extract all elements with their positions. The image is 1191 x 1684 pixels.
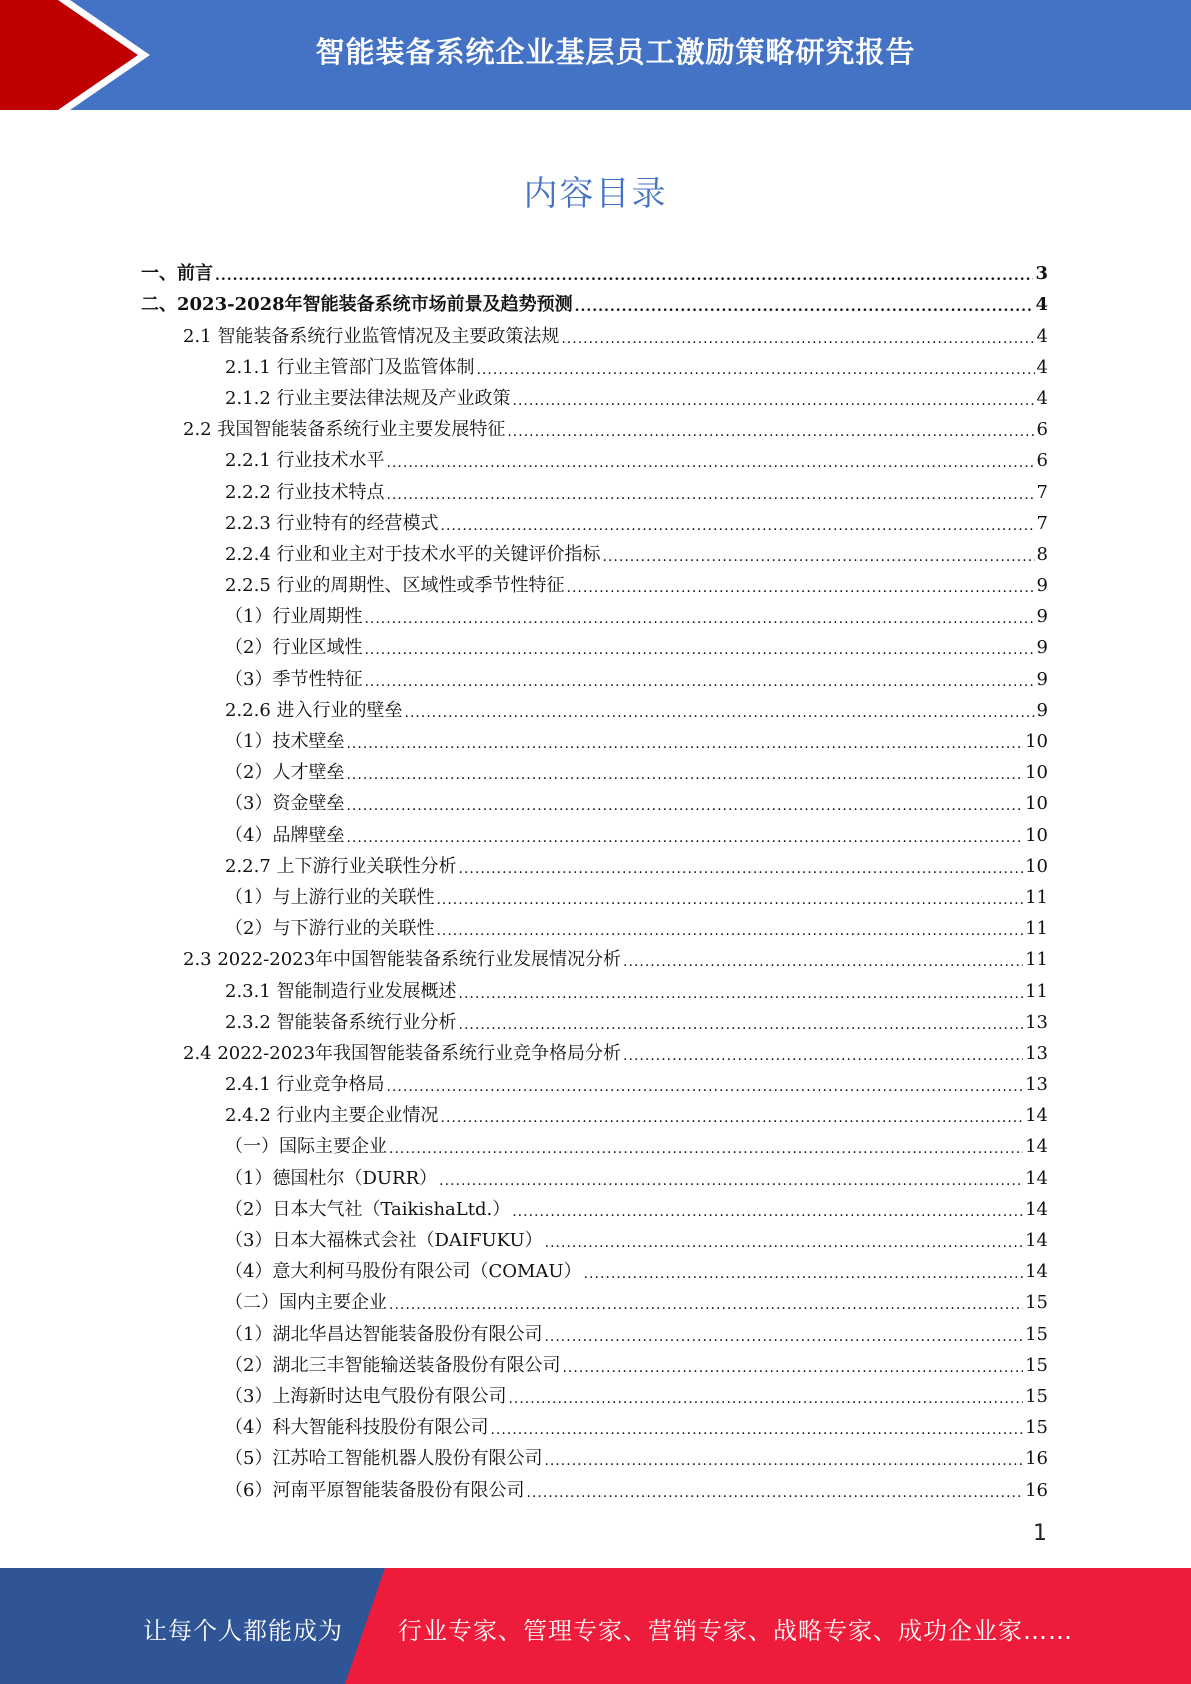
toc-entry-label: 2.2.4 行业和业主对于技术水平的关键评价指标 [225,543,601,565]
toc-entry[interactable] [141,659,1048,690]
toc-entry-page: 11 [1025,949,1048,971]
toc-leader-dots [562,1359,1023,1377]
toc-entry-label: 2.4.1 行业竞争格局 [225,1074,385,1096]
toc-entry-label: 2.3.1 智能制造行业发展概述 [225,980,457,1002]
toc-entry-label: （4）品牌壁垒 [225,824,345,846]
toc-entry[interactable] [141,847,1048,878]
toc-leader-dots [459,860,1024,878]
toc-entry-page: 8 [1036,543,1048,565]
toc-entry-page: 14 [1025,1230,1048,1251]
toc-entry-page: 13 [1025,1011,1048,1033]
toc-entry-label: 2.1.1 行业主管部门及监管体制 [225,356,475,378]
toc-entry-page: 7 [1036,512,1048,534]
toc-entry-label: 2.2.2 行业技术特点 [225,481,385,503]
toc-leader-dots [441,517,1035,535]
footer-slogan-right: 行业专家、管理专家、营销专家、战略专家、成功企业家…… [398,1617,1073,1645]
toc-entry[interactable] [141,1065,1048,1096]
toc-entry[interactable] [141,1283,1048,1314]
toc-entry[interactable] [141,1190,1048,1221]
toc-entry-page: 15 [1025,1292,1048,1314]
toc-entry-label: （1）行业周期性 [225,606,363,628]
toc-entry[interactable] [141,722,1048,753]
toc-entry-page: 9 [1036,575,1048,597]
toc-leader-dots [526,1484,1023,1502]
toc-entry-label: 2.2 我国智能装备系统行业主要发展特征 [183,419,506,441]
page-number: 1 [1033,1521,1047,1546]
toc-entry-page: 4 [1036,325,1048,347]
toc-entry[interactable] [141,535,1048,566]
toc-entry-page: 13 [1025,1042,1048,1064]
toc-heading: 内容目录 [523,174,668,214]
toc-entry-page: 4 [1035,294,1048,316]
toc-leader-dots [490,1421,1023,1439]
toc-leader-dots [623,1047,1023,1065]
toc-entry[interactable] [141,597,1048,628]
toc-entry-page: 10 [1025,855,1048,877]
toc-entry[interactable] [141,504,1048,535]
toc-leader-dots [389,1140,1023,1158]
toc-entry[interactable] [141,971,1048,1002]
toc-entry[interactable] [141,285,1048,316]
toc-entry-page: 4 [1036,387,1048,409]
toc-entry-page: 13 [1025,1074,1048,1096]
toc-entry-label: 2.4.2 行业内主要企业情况 [225,1105,439,1127]
toc-entry-page: 10 [1025,824,1048,846]
toc-entry[interactable] [141,1408,1048,1439]
toc-leader-dots [436,891,1023,909]
toc-entry-label: （4）科大智能科技股份有限公司 [225,1417,489,1439]
toc-leader-dots [364,673,1034,691]
toc-entry-label: （1）与上游行业的关联性 [225,886,435,908]
toc-leader-dots [346,735,1023,753]
toc-leader-dots [544,1328,1023,1346]
toc-entry-page: 14 [1025,1136,1048,1158]
toc-entry[interactable] [141,784,1048,815]
toc-leader-dots [623,953,1023,971]
toc-entry[interactable] [141,410,1048,441]
toc-leader-dots [567,579,1035,597]
toc-entry-label: （2）行业区域性 [225,637,363,659]
toc-entry-page: 9 [1036,606,1048,628]
toc-entry-page: 14 [1025,1261,1048,1283]
toc-entry-page: 15 [1025,1385,1048,1407]
toc-entry[interactable] [141,628,1048,659]
footer-slogan-left: 让每个人都能成为 [143,1617,343,1645]
toc-leader-dots [441,1109,1024,1127]
toc-entry-page: 15 [1025,1354,1048,1376]
toc-entry-label: （3）资金壁垒 [225,793,345,815]
toc-entry-page: 6 [1036,419,1048,441]
toc-entry[interactable] [141,753,1048,784]
toc-entry-label: （1）湖北华昌达智能装备股份有限公司 [225,1323,543,1345]
toc-entry[interactable] [141,348,1048,379]
toc-leader-dots [584,1265,1024,1283]
report-title: 智能装备系统企业基层员工激励策略研究报告 [315,35,916,69]
toc-entry-label: （6）河南平原智能装备股份有限公司 [225,1479,525,1501]
toc-entry[interactable] [141,1314,1048,1345]
toc-entry[interactable] [141,1439,1048,1470]
toc-leader-dots [477,361,1035,379]
toc-entry[interactable] [141,1158,1048,1189]
toc-entry-label: （二）国内主要企业 [225,1292,387,1314]
toc-leader-dots [545,1234,1023,1252]
toc-entry[interactable] [141,379,1048,410]
toc-entry[interactable] [141,1221,1048,1252]
toc-entry[interactable] [141,1003,1048,1034]
toc-entry-page: 11 [1025,918,1048,940]
toc-entry-label: 2.2.5 行业的周期性、区域性或季节性特征 [225,575,565,597]
toc-entry[interactable] [141,566,1048,597]
toc-entry[interactable] [141,1127,1048,1158]
toc-entry-label: 2.1.2 行业主要法律法规及产业政策 [225,387,511,409]
toc-entry-label: （3）上海新时达电气股份有限公司 [225,1385,507,1407]
toc-entry-page: 14 [1025,1167,1048,1189]
toc-entry-label: 2.4 2022-2023年我国智能装备系统行业竞争格局分析 [183,1042,622,1064]
toc-leader-dots [346,797,1023,815]
toc-entry-label: （4）意大利柯马股份有限公司（COMAU） [225,1261,582,1283]
toc-leader-dots [561,330,1034,348]
toc-entry-page: 9 [1036,699,1048,721]
toc-leader-dots [389,1296,1023,1314]
toc-leader-dots [459,1016,1024,1034]
toc-entry-label: 2.2.7 上下游行业关联性分析 [225,855,457,877]
toc-leader-dots [387,1078,1024,1096]
toc-entry[interactable] [141,1377,1048,1408]
toc-entry-page: 9 [1036,637,1048,659]
toc-entry-label: （2）与下游行业的关联性 [225,918,435,940]
toc-entry-page: 14 [1025,1198,1048,1220]
toc-entry-page: 10 [1025,762,1048,784]
toc-leader-dots [346,829,1023,847]
toc-leader-dots [512,1203,1023,1221]
toc-entry[interactable] [141,940,1048,971]
footer-banner [0,1568,1191,1684]
toc-entry-label: （3）日本大福株式会社（DAIFUKU） [225,1230,543,1251]
toc-entry-label: 2.2.6 进入行业的壁垒 [225,699,403,721]
toc-entry-label: （3）季节性特征 [225,668,363,690]
toc-entry-label: （一）国际主要企业 [225,1136,387,1158]
toc-entry-label: 2.3.2 智能装备系统行业分析 [225,1011,457,1033]
toc-entry[interactable] [141,1346,1048,1377]
toc-entry-label: 2.3 2022-2023年中国智能装备系统行业发展情况分析 [183,949,622,971]
toc-entry-label: 2.2.3 行业特有的经营模式 [225,512,439,534]
toc-entry-label: （2）人才壁垒 [225,762,345,784]
toc-leader-dots [513,392,1035,410]
toc-leader-dots [459,985,1024,1003]
toc-entry-label: 二、2023-2028年智能装备系统市场前景及趋势预测 [141,294,573,316]
toc-leader-dots [364,641,1034,659]
toc-leader-dots [544,1452,1023,1470]
toc-entry[interactable] [141,878,1048,909]
toc-entry-label: （1）技术壁垒 [225,731,345,752]
toc-leader-dots [387,454,1035,472]
toc-entry-page: 10 [1025,793,1048,815]
toc-entry-page: 10 [1025,731,1048,752]
toc-entry-label: （2）湖北三丰智能输送装备股份有限公司 [225,1354,561,1376]
toc-leader-dots [405,704,1035,722]
toc-entry-page: 4 [1036,356,1048,378]
toc-entry-page: 6 [1036,450,1048,472]
toc-entry-page: 15 [1025,1417,1048,1439]
toc-leader-dots [508,1390,1023,1408]
header-arrow-decoration [0,0,160,110]
toc-leader-dots [603,548,1035,566]
toc-leader-dots [364,610,1034,628]
toc-leader-dots [575,298,1034,316]
toc-leader-dots [387,486,1035,504]
toc-entry-label: 2.1 智能装备系统行业监管情况及主要政策法规 [183,325,560,347]
toc-leader-dots [439,1172,1023,1190]
toc-entry-page: 7 [1036,481,1048,503]
toc-leader-dots [507,423,1034,441]
toc-entry-page: 15 [1025,1323,1048,1345]
toc-entry[interactable] [141,909,1048,940]
toc-entry[interactable] [141,1470,1048,1501]
toc-leader-dots [436,922,1023,940]
toc-entry[interactable] [141,254,1048,285]
toc-entry[interactable] [141,691,1048,722]
toc-entry-label: （5）江苏哈工智能机器人股份有限公司 [225,1448,543,1470]
toc-entry-label: 2.2.1 行业技术水平 [225,450,385,472]
toc-entry-label: 一、前言 [141,263,213,285]
toc-entry[interactable] [141,316,1048,347]
toc-entry[interactable] [141,1252,1048,1283]
toc-entry-page: 11 [1025,886,1048,908]
toc-entry[interactable] [141,472,1048,503]
toc-entry[interactable] [141,1034,1048,1065]
toc-entry-page: 16 [1025,1479,1048,1501]
toc-leader-dots [215,267,1033,285]
toc-entry-page: 3 [1035,263,1048,285]
toc-leader-dots [346,766,1023,784]
toc-entry-label: （1）德国杜尔（DURR） [225,1167,438,1189]
toc-entry-page: 11 [1025,980,1048,1002]
toc-entry-page: 9 [1036,668,1048,690]
toc-entry[interactable] [141,815,1048,846]
toc-entry-label: （2）日本大气社（TaikishaLtd.） [225,1198,511,1220]
toc-entry-page: 16 [1025,1448,1048,1470]
toc-entry-page: 14 [1025,1105,1048,1127]
table-of-contents [141,254,1048,1502]
toc-entry[interactable] [141,441,1048,472]
header-banner [0,0,1191,110]
toc-entry[interactable] [141,1096,1048,1127]
